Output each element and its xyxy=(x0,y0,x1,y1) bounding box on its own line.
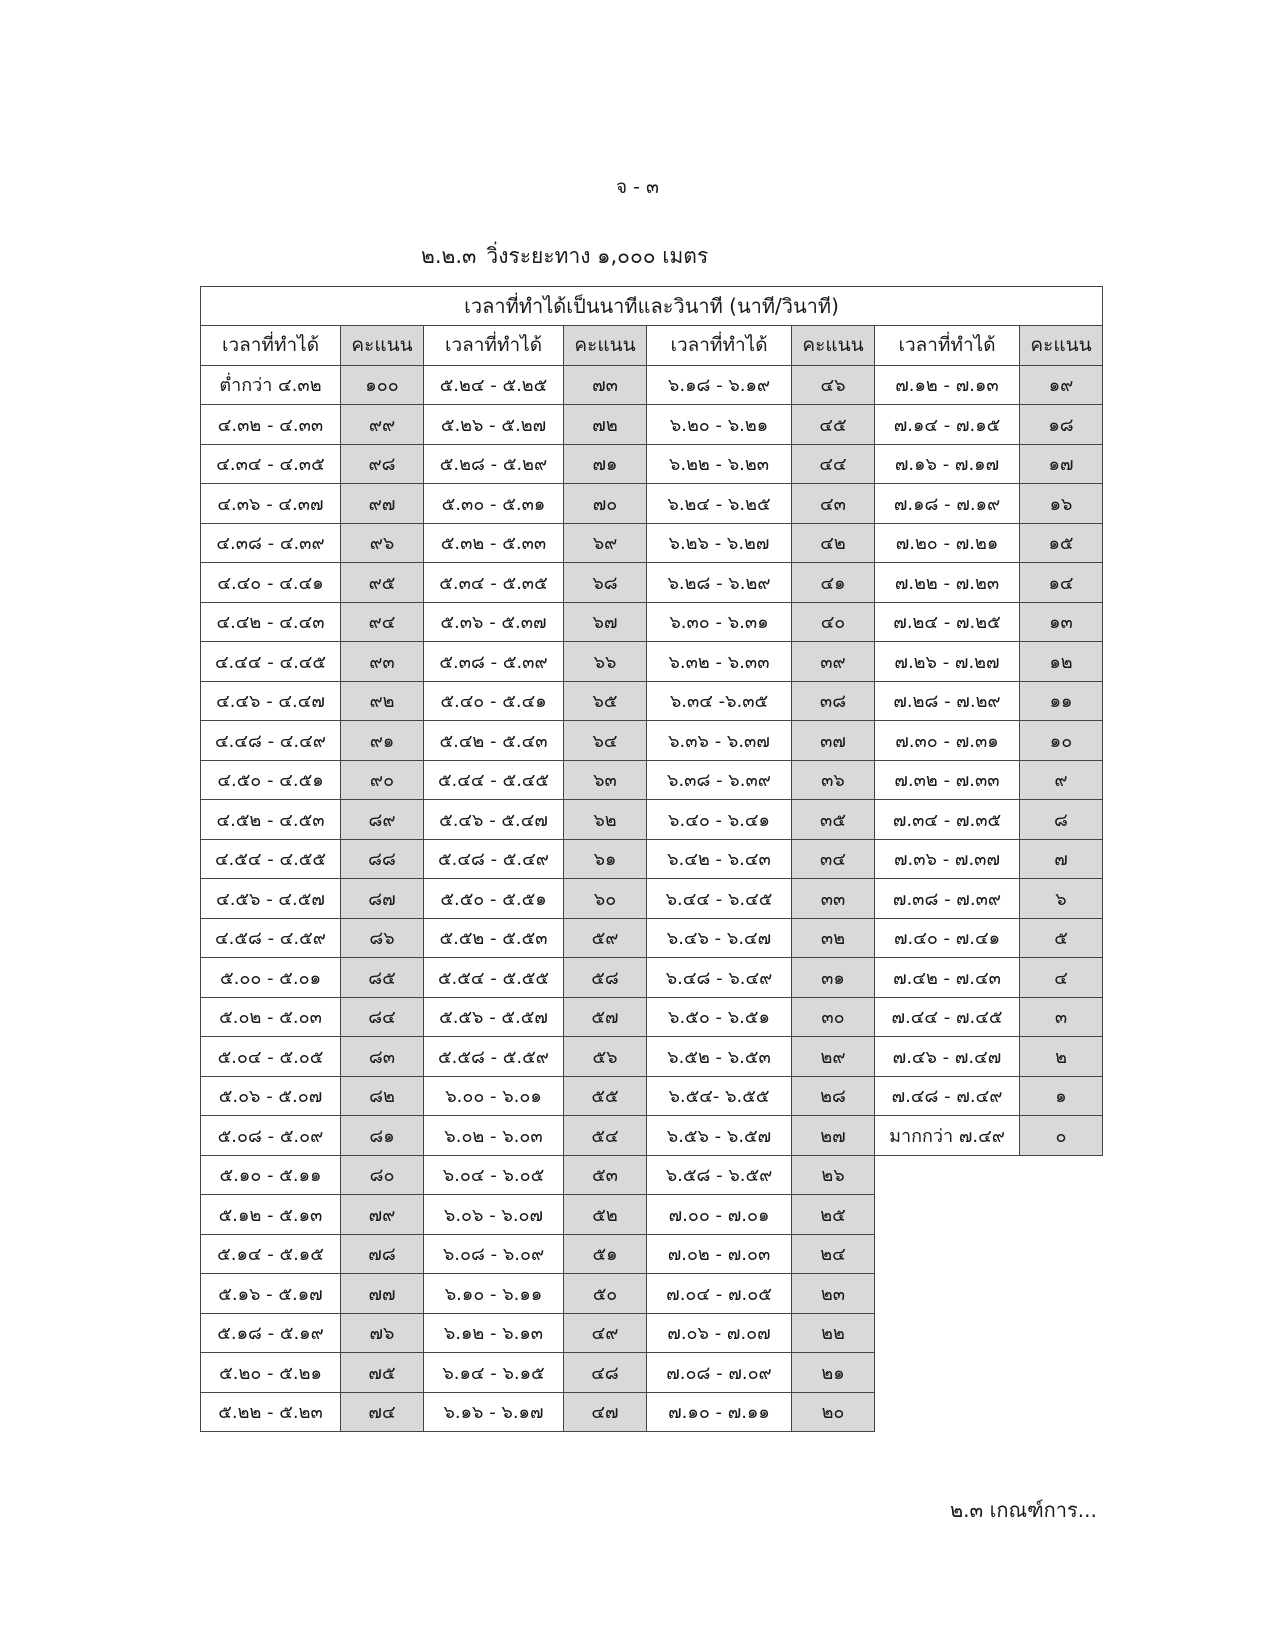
time-range-cell: ๔.๕๔ - ๔.๕๕ xyxy=(201,839,341,879)
time-range-cell: ๔.๔๖ - ๔.๔๗ xyxy=(201,681,341,721)
time-range-cell: ๕.๐๖ - ๕.๐๗ xyxy=(201,1076,341,1116)
score-cell: ๓ xyxy=(1020,997,1103,1037)
time-range-cell: ๗.๔๔ - ๗.๔๕ xyxy=(875,997,1020,1037)
time-range-cell: ๗.๒๖ - ๗.๒๗ xyxy=(875,642,1020,682)
score-cell: ๖๙ xyxy=(564,523,647,563)
time-range-cell: ๗.๐๐ - ๗.๐๑ xyxy=(647,1195,792,1235)
time-range-cell: ๖.๓๘ - ๖.๓๙ xyxy=(647,760,792,800)
time-range-cell: ๔.๔๐ - ๔.๔๑ xyxy=(201,563,341,603)
time-range-cell: ๕.๓๐ - ๕.๓๑ xyxy=(424,484,564,524)
time-range-cell: ๗.๑๖ - ๗.๑๗ xyxy=(875,444,1020,484)
table-row xyxy=(201,1274,1103,1314)
time-range-cell: ๗.๔๘ - ๗.๔๙ xyxy=(875,1076,1020,1116)
score-cell: ๓๘ xyxy=(792,681,875,721)
time-range-cell: ๖.๕๐ - ๖.๕๑ xyxy=(647,997,792,1037)
score-cell: ๙๖ xyxy=(341,523,424,563)
time-range-cell: ๖.๒๒ - ๖.๒๓ xyxy=(647,444,792,484)
score-cell: ๓๓ xyxy=(792,879,875,919)
score-cell: ๕๒ xyxy=(564,1195,647,1235)
score-cell: ๗๓ xyxy=(564,365,647,405)
score-cell: ๘๐ xyxy=(341,1155,424,1195)
score-cell: ๒๑ xyxy=(792,1353,875,1393)
score-cell: ๙๗ xyxy=(341,484,424,524)
time-range-cell: ๕.๒๐ - ๕.๒๑ xyxy=(201,1353,341,1393)
score-cell: ๗๑ xyxy=(564,444,647,484)
score-cell: ๗๐ xyxy=(564,484,647,524)
time-range-cell: ๗.๓๒ - ๗.๓๓ xyxy=(875,760,1020,800)
score-cell: ๑๑ xyxy=(1020,681,1103,721)
score-cell: ๓๙ xyxy=(792,642,875,682)
score-cell: ๘๙ xyxy=(341,800,424,840)
score-cell: ๓๒ xyxy=(792,918,875,958)
score-cell: ๕๔ xyxy=(564,1116,647,1156)
time-range-cell: ๖.๓๖ - ๖.๓๗ xyxy=(647,721,792,761)
score-cell: ๖ xyxy=(1020,879,1103,919)
time-range-cell: ๗.๒๐ - ๗.๒๑ xyxy=(875,523,1020,563)
table-row xyxy=(201,563,1103,603)
time-range-cell: ๖.๐๖ - ๖.๐๗ xyxy=(424,1195,564,1235)
score-cell: ๔๕ xyxy=(792,405,875,445)
time-range-cell: ๖.๔๐ - ๖.๔๑ xyxy=(647,800,792,840)
score-cell: ๗๒ xyxy=(564,405,647,445)
time-range-cell: ๖.๔๒ - ๖.๔๓ xyxy=(647,839,792,879)
time-range-cell: ๔.๓๖ - ๔.๓๗ xyxy=(201,484,341,524)
time-range-cell: ๕.๕๖ - ๕.๕๗ xyxy=(424,997,564,1037)
time-range-cell: ๕.๒๖ - ๕.๒๗ xyxy=(424,405,564,445)
empty-cell xyxy=(1020,1392,1103,1432)
score-cell: ๓๕ xyxy=(792,800,875,840)
time-range-cell: ๖.๓๔ -๖.๓๕ xyxy=(647,681,792,721)
time-range-cell: ๖.๔๖ - ๖.๔๗ xyxy=(647,918,792,958)
time-range-cell: ๕.๒๒ - ๕.๒๓ xyxy=(201,1392,341,1432)
time-range-cell: ๖.๕๔- ๖.๕๕ xyxy=(647,1076,792,1116)
score-cell: ๘๒ xyxy=(341,1076,424,1116)
time-range-cell: ๕.๕๐ - ๕.๕๑ xyxy=(424,879,564,919)
score-cell: ๑๓ xyxy=(1020,602,1103,642)
table-row xyxy=(201,800,1103,840)
time-range-cell: ๗.๐๘ - ๗.๐๙ xyxy=(647,1353,792,1393)
score-cell: ๔๔ xyxy=(792,444,875,484)
time-range-cell: ๖.๑๐ - ๖.๑๑ xyxy=(424,1274,564,1314)
time-range-cell: ๗.๑๘ - ๗.๑๙ xyxy=(875,484,1020,524)
time-range-cell: ๗.๑๔ - ๗.๑๕ xyxy=(875,405,1020,445)
time-range-cell: ๔.๕๒ - ๔.๕๓ xyxy=(201,800,341,840)
score-cell: ๙๕ xyxy=(341,563,424,603)
score-cell: ๕๓ xyxy=(564,1155,647,1195)
score-cell: ๑๙ xyxy=(1020,365,1103,405)
time-range-cell: ต่ำกว่า ๔.๓๒ xyxy=(201,365,341,405)
score-cell: ๒๕ xyxy=(792,1195,875,1235)
score-cell: ๔๓ xyxy=(792,484,875,524)
time-range-cell: ๖.๒๖ - ๖.๒๗ xyxy=(647,523,792,563)
score-cell: ๕๕ xyxy=(564,1076,647,1116)
score-cell: ๘๔ xyxy=(341,997,424,1037)
score-cell: ๖๘ xyxy=(564,563,647,603)
score-cell: ๙๙ xyxy=(341,405,424,445)
time-range-cell: ๕.๑๐ - ๕.๑๑ xyxy=(201,1155,341,1195)
time-range-cell: ๕.๐๐ - ๕.๐๑ xyxy=(201,958,341,998)
empty-cell xyxy=(875,1353,1020,1393)
page-number: จ - ๓ xyxy=(615,176,660,198)
table-body xyxy=(201,365,1103,1432)
table-row xyxy=(201,1313,1103,1353)
time-range-cell: ๖.๕๒ - ๖.๕๓ xyxy=(647,1037,792,1077)
time-range-cell: ๗.๒๘ - ๗.๒๙ xyxy=(875,681,1020,721)
score-cell: ๔๖ xyxy=(792,365,875,405)
time-range-cell: ๔.๕๖ - ๔.๕๗ xyxy=(201,879,341,919)
score-cell: ๗๔ xyxy=(341,1392,424,1432)
time-range-cell: ๖.๐๐ - ๖.๐๑ xyxy=(424,1076,564,1116)
empty-cell xyxy=(1020,1353,1103,1393)
time-range-cell: ๕.๒๔ - ๕.๒๕ xyxy=(424,365,564,405)
table-row xyxy=(201,1076,1103,1116)
table-row xyxy=(201,365,1103,405)
table-row xyxy=(201,760,1103,800)
score-cell: ๕๐ xyxy=(564,1274,647,1314)
time-range-cell: ๕.๔๔ - ๕.๔๕ xyxy=(424,760,564,800)
time-range-cell: ๗.๓๔ - ๗.๓๕ xyxy=(875,800,1020,840)
table-row xyxy=(201,444,1103,484)
column-header-score: คะแนน xyxy=(341,326,424,366)
time-range-cell: ๗.๓๖ - ๗.๓๗ xyxy=(875,839,1020,879)
time-range-cell: ๖.๔๘ - ๖.๔๙ xyxy=(647,958,792,998)
table-row xyxy=(201,1037,1103,1077)
time-range-cell: ๗.๐๖ - ๗.๐๗ xyxy=(647,1313,792,1353)
score-cell: ๘๘ xyxy=(341,839,424,879)
time-range-cell: ๕.๔๘ - ๕.๔๙ xyxy=(424,839,564,879)
time-range-cell: ๔.๓๒ - ๔.๓๓ xyxy=(201,405,341,445)
score-cell: ๙๐ xyxy=(341,760,424,800)
time-range-cell: ๕.๓๔ - ๕.๓๕ xyxy=(424,563,564,603)
table-row xyxy=(201,642,1103,682)
time-range-cell: ๔.๕๐ - ๔.๕๑ xyxy=(201,760,341,800)
table-row xyxy=(201,681,1103,721)
time-range-cell: ๗.๑๐ - ๗.๑๑ xyxy=(647,1392,792,1432)
score-cell: ๔๙ xyxy=(564,1313,647,1353)
time-range-cell: ๖.๐๒ - ๖.๐๓ xyxy=(424,1116,564,1156)
score-cell: ๒๓ xyxy=(792,1274,875,1314)
time-range-cell: ๗.๓๘ - ๗.๓๙ xyxy=(875,879,1020,919)
table-row xyxy=(201,1195,1103,1235)
score-cell: ๖๕ xyxy=(564,681,647,721)
time-range-cell: ๕.๓๒ - ๕.๓๓ xyxy=(424,523,564,563)
score-cell: ๙๔ xyxy=(341,602,424,642)
time-range-cell: ๖.๑๔ - ๖.๑๕ xyxy=(424,1353,564,1393)
score-cell: ๓๖ xyxy=(792,760,875,800)
empty-cell xyxy=(875,1155,1020,1195)
score-table xyxy=(200,286,1103,1432)
column-header-time: เวลาที่ทำได้ xyxy=(424,326,564,366)
empty-cell xyxy=(875,1274,1020,1314)
time-range-cell: ๗.๔๖ - ๗.๔๗ xyxy=(875,1037,1020,1077)
table-row xyxy=(201,1353,1103,1393)
time-range-cell: ๕.๔๐ - ๕.๔๑ xyxy=(424,681,564,721)
time-range-cell: ๖.๕๖ - ๖.๕๗ xyxy=(647,1116,792,1156)
time-range-cell: ๕.๐๘ - ๕.๐๙ xyxy=(201,1116,341,1156)
score-cell: ๘ xyxy=(1020,800,1103,840)
score-cell: ๗๙ xyxy=(341,1195,424,1235)
time-range-cell: ๖.๑๒ - ๖.๑๓ xyxy=(424,1313,564,1353)
time-range-cell: ๕.๕๔ - ๕.๕๕ xyxy=(424,958,564,998)
time-range-cell: ๕.๐๔ - ๕.๐๕ xyxy=(201,1037,341,1077)
table-row xyxy=(201,839,1103,879)
score-cell: ๘๓ xyxy=(341,1037,424,1077)
time-range-cell: ๔.๔๘ - ๔.๔๙ xyxy=(201,721,341,761)
score-cell: ๒๖ xyxy=(792,1155,875,1195)
time-range-cell: ๖.๒๐ - ๖.๒๑ xyxy=(647,405,792,445)
score-cell: ๒๙ xyxy=(792,1037,875,1077)
column-header-time: เวลาที่ทำได้ xyxy=(875,326,1020,366)
time-range-cell: ๗.๐๒ - ๗.๐๓ xyxy=(647,1234,792,1274)
score-cell: ๕๑ xyxy=(564,1234,647,1274)
time-range-cell: ๔.๕๘ - ๔.๕๙ xyxy=(201,918,341,958)
score-cell: ๔๒ xyxy=(792,523,875,563)
time-range-cell: ๗.๑๒ - ๗.๑๓ xyxy=(875,365,1020,405)
time-range-cell: ๕.๐๒ - ๕.๐๓ xyxy=(201,997,341,1037)
empty-cell xyxy=(1020,1274,1103,1314)
time-range-cell: ๖.๑๖ - ๖.๑๗ xyxy=(424,1392,564,1432)
score-cell: ๓๔ xyxy=(792,839,875,879)
time-range-cell: ๗.๓๐ - ๗.๓๑ xyxy=(875,721,1020,761)
column-header-time: เวลาที่ทำได้ xyxy=(201,326,341,366)
score-cell: ๑๔ xyxy=(1020,563,1103,603)
score-cell: ๕๖ xyxy=(564,1037,647,1077)
time-range-cell: ๖.๒๘ - ๖.๒๙ xyxy=(647,563,792,603)
time-range-cell: มากกว่า ๗.๔๙ xyxy=(875,1116,1020,1156)
score-cell: ๔๗ xyxy=(564,1392,647,1432)
empty-cell xyxy=(875,1195,1020,1235)
column-header-score: คะแนน xyxy=(792,326,875,366)
score-cell: ๑๒ xyxy=(1020,642,1103,682)
score-cell: ๒๔ xyxy=(792,1234,875,1274)
score-cell: ๓๗ xyxy=(792,721,875,761)
empty-cell xyxy=(1020,1155,1103,1195)
score-cell: ๒๗ xyxy=(792,1116,875,1156)
time-range-cell: ๖.๔๔ - ๖.๔๕ xyxy=(647,879,792,919)
table-row xyxy=(201,879,1103,919)
empty-cell xyxy=(1020,1195,1103,1235)
score-cell: ๖๔ xyxy=(564,721,647,761)
table-row xyxy=(201,997,1103,1037)
empty-cell xyxy=(1020,1313,1103,1353)
table-row xyxy=(201,602,1103,642)
score-cell: ๒๒ xyxy=(792,1313,875,1353)
time-range-cell: ๕.๑๘ - ๕.๑๙ xyxy=(201,1313,341,1353)
score-cell: ๔๘ xyxy=(564,1353,647,1393)
time-range-cell: ๖.๓๐ - ๖.๓๑ xyxy=(647,602,792,642)
score-cell: ๘๗ xyxy=(341,879,424,919)
time-range-cell: ๗.๒๔ - ๗.๒๕ xyxy=(875,602,1020,642)
score-cell: ๔๐ xyxy=(792,602,875,642)
score-cell: ๖๐ xyxy=(564,879,647,919)
score-cell: ๑๘ xyxy=(1020,405,1103,445)
score-cell: ๒๘ xyxy=(792,1076,875,1116)
section-number: ๒.๒.๓ xyxy=(421,244,477,268)
score-cell: ๖๑ xyxy=(564,839,647,879)
time-range-cell: ๖.๑๘ - ๖.๑๙ xyxy=(647,365,792,405)
table-row xyxy=(201,484,1103,524)
time-range-cell: ๕.๓๘ - ๕.๓๙ xyxy=(424,642,564,682)
empty-cell xyxy=(875,1234,1020,1274)
table-row xyxy=(201,1392,1103,1432)
time-range-cell: ๕.๑๒ - ๕.๑๓ xyxy=(201,1195,341,1235)
time-range-cell: ๖.๒๔ - ๖.๒๕ xyxy=(647,484,792,524)
time-range-cell: ๗.๔๒ - ๗.๔๓ xyxy=(875,958,1020,998)
column-header-score: คะแนน xyxy=(1020,326,1103,366)
score-cell: ๓๑ xyxy=(792,958,875,998)
score-cell: ๗๗ xyxy=(341,1274,424,1314)
column-header-time: เวลาที่ทำได้ xyxy=(647,326,792,366)
section-heading xyxy=(421,240,708,273)
score-cell: ๓๐ xyxy=(792,997,875,1037)
section-title-text: วิ่งระยะทาง ๑,๐๐๐ เมตร xyxy=(486,244,709,268)
time-range-cell: ๗.๐๔ - ๗.๐๕ xyxy=(647,1274,792,1314)
score-cell: ๑๕ xyxy=(1020,523,1103,563)
score-cell: ๑๖ xyxy=(1020,484,1103,524)
score-cell: ๖๖ xyxy=(564,642,647,682)
score-cell: ๑ xyxy=(1020,1076,1103,1116)
time-range-cell: ๗.๒๒ - ๗.๒๓ xyxy=(875,563,1020,603)
time-range-cell: ๕.๔๖ - ๕.๔๗ xyxy=(424,800,564,840)
time-range-cell: ๕.๒๘ - ๕.๒๙ xyxy=(424,444,564,484)
next-page-continuation: ๒.๓ เกณฑ์การ... xyxy=(950,1498,1097,1522)
score-cell: ๘๕ xyxy=(341,958,424,998)
empty-cell xyxy=(875,1392,1020,1432)
score-cell: ๗๖ xyxy=(341,1313,424,1353)
score-cell: ๑๐๐ xyxy=(341,365,424,405)
time-range-cell: ๖.๓๒ - ๖.๓๓ xyxy=(647,642,792,682)
time-range-cell: ๕.๓๖ - ๕.๓๗ xyxy=(424,602,564,642)
table-row xyxy=(201,1234,1103,1274)
time-range-cell: ๗.๔๐ - ๗.๔๑ xyxy=(875,918,1020,958)
score-cell: ๖๒ xyxy=(564,800,647,840)
score-cell: ๑๐ xyxy=(1020,721,1103,761)
table-column-headers xyxy=(201,326,1103,366)
score-cell: ๘๑ xyxy=(341,1116,424,1156)
score-cell: ๒๐ xyxy=(792,1392,875,1432)
score-cell: ๒ xyxy=(1020,1037,1103,1077)
column-header-score: คะแนน xyxy=(564,326,647,366)
score-cell: ๙๒ xyxy=(341,681,424,721)
score-cell: ๕๗ xyxy=(564,997,647,1037)
score-cell: ๙๓ xyxy=(341,642,424,682)
time-range-cell: ๖.๐๔ - ๖.๐๕ xyxy=(424,1155,564,1195)
table-row xyxy=(201,523,1103,563)
table-row xyxy=(201,1116,1103,1156)
time-range-cell: ๕.๔๒ - ๕.๔๓ xyxy=(424,721,564,761)
empty-cell xyxy=(875,1313,1020,1353)
time-range-cell: ๔.๓๘ - ๔.๓๙ xyxy=(201,523,341,563)
score-cell: ๖๓ xyxy=(564,760,647,800)
time-range-cell: ๔.๔๔ - ๔.๔๕ xyxy=(201,642,341,682)
score-cell: ๙๘ xyxy=(341,444,424,484)
time-range-cell: ๖.๐๘ - ๖.๐๙ xyxy=(424,1234,564,1274)
score-cell: ๕๙ xyxy=(564,918,647,958)
time-range-cell: ๔.๔๒ - ๔.๔๓ xyxy=(201,602,341,642)
time-range-cell: ๕.๑๔ - ๕.๑๕ xyxy=(201,1234,341,1274)
table-row xyxy=(201,405,1103,445)
score-cell: ๔ xyxy=(1020,958,1103,998)
score-cell: ๖๗ xyxy=(564,602,647,642)
score-cell: ๗๘ xyxy=(341,1234,424,1274)
score-cell: ๐ xyxy=(1020,1116,1103,1156)
table-row xyxy=(201,958,1103,998)
score-cell: ๔๑ xyxy=(792,563,875,603)
table-row xyxy=(201,721,1103,761)
score-cell: ๙๑ xyxy=(341,721,424,761)
score-cell: ๕ xyxy=(1020,918,1103,958)
table-span-header: เวลาที่ทำได้เป็นนาทีและวินาที (นาที/วินาที) xyxy=(201,287,1103,326)
table-row xyxy=(201,1155,1103,1195)
score-cell: ๘๖ xyxy=(341,918,424,958)
score-cell: ๗ xyxy=(1020,839,1103,879)
table-row xyxy=(201,918,1103,958)
score-cell: ๗๕ xyxy=(341,1353,424,1393)
time-range-cell: ๕.๕๒ - ๕.๕๓ xyxy=(424,918,564,958)
score-cell: ๑๗ xyxy=(1020,444,1103,484)
empty-cell xyxy=(1020,1234,1103,1274)
time-range-cell: ๔.๓๔ - ๔.๓๕ xyxy=(201,444,341,484)
time-range-cell: ๖.๕๘ - ๖.๕๙ xyxy=(647,1155,792,1195)
time-range-cell: ๕.๑๖ - ๕.๑๗ xyxy=(201,1274,341,1314)
score-cell: ๕๘ xyxy=(564,958,647,998)
time-range-cell: ๕.๕๘ - ๕.๕๙ xyxy=(424,1037,564,1077)
score-cell: ๙ xyxy=(1020,760,1103,800)
